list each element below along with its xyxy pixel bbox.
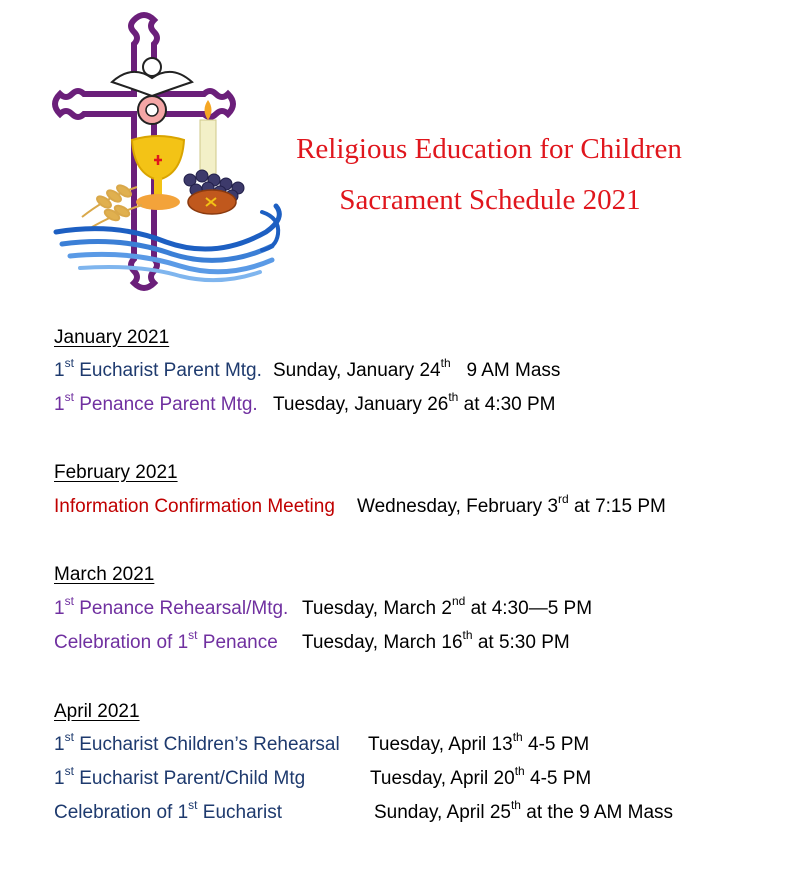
event-date: Tuesday, April 20th 4-5 PM <box>370 763 592 789</box>
event-label: 1st Penance Rehearsal/Mtg. <box>54 593 289 619</box>
event-label: 1st Eucharist Parent/Child Mtg <box>54 763 306 789</box>
event-label: 1st Penance Parent Mtg. <box>54 389 258 415</box>
event-date: Tuesday, March 2nd at 4:30—5 PM <box>302 593 593 619</box>
event-date: Tuesday, January 26th at 4:30 PM <box>273 389 556 415</box>
event-date: Tuesday, March 16th at 5:30 PM <box>302 627 570 653</box>
event-label: 1st Eucharist Children’s Rehearsal <box>54 729 340 755</box>
section-heading-april: April 2021 <box>54 701 140 722</box>
section-heading-february: February 2021 <box>54 462 178 483</box>
section-heading-january: January 2021 <box>54 327 170 348</box>
page-subtitle: Sacrament Schedule 2021 <box>339 184 641 216</box>
page-title: Religious Education for Children <box>296 133 682 165</box>
event-date: Wednesday, February 3rd at 7:15 PM <box>357 491 666 517</box>
event-label: Celebration of 1st Penance <box>54 627 278 653</box>
event-date: Tuesday, April 13th 4-5 PM <box>368 729 590 755</box>
event-label: Celebration of 1st Eucharist <box>54 797 282 823</box>
event-date: Sunday, April 25th at the 9 AM Mass <box>374 797 674 823</box>
event-label: 1st Eucharist Parent Mtg. <box>54 355 262 381</box>
event-date: Sunday, January 24th 9 AM Mass <box>273 355 561 381</box>
section-heading-march: March 2021 <box>54 564 155 585</box>
event-label: Information Confirmation Meeting <box>54 496 335 517</box>
